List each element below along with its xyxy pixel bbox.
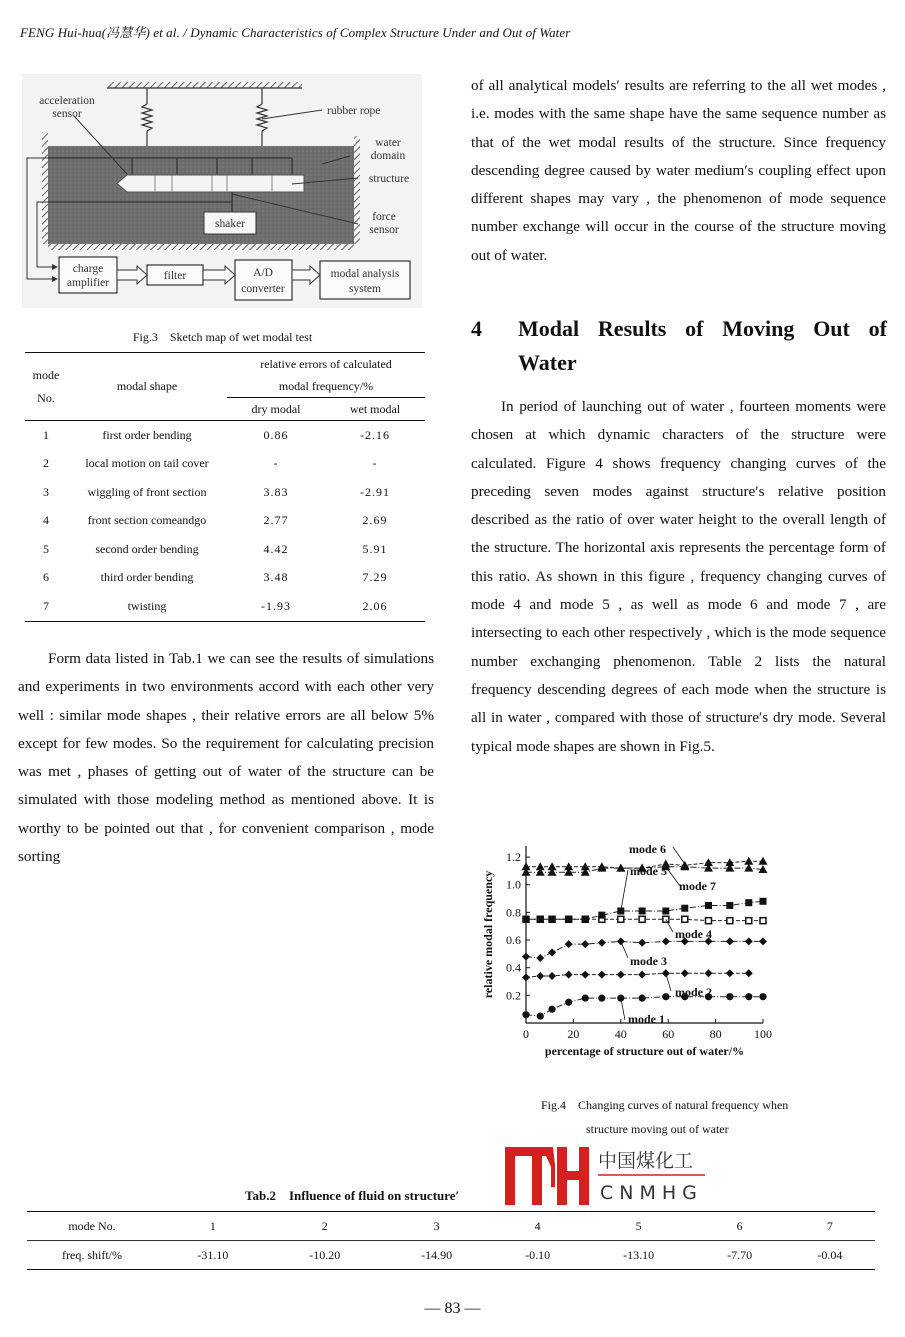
data-point (598, 912, 605, 919)
svg-text:sensor: sensor (369, 224, 399, 236)
series-line-mode-2 (526, 973, 749, 977)
cell-dry: 3.48 (263, 570, 289, 585)
data-point (598, 995, 605, 1002)
data-point (522, 1011, 529, 1018)
data-point (522, 973, 530, 981)
annotation-label: mode 4 (675, 927, 712, 941)
cell-no: 2 (43, 456, 49, 471)
annotation-leader (673, 847, 685, 864)
data-point (760, 898, 767, 905)
table-row (25, 421, 425, 450)
cnmhg-logo (505, 1147, 715, 1207)
modal-analysis-label: modal analysis (330, 268, 400, 280)
logo-latin: CNMHG (600, 1182, 703, 1204)
cell-dry: 4.42 (263, 541, 289, 556)
data-point (726, 902, 733, 909)
annotation-label: mode 1 (628, 1012, 665, 1026)
data-point (638, 971, 646, 979)
cell-wet: -2.91 (360, 484, 390, 499)
label-acceleration: acceleration (39, 95, 95, 107)
svg-text:converter: converter (241, 283, 285, 295)
page-number: — 83 — (424, 1300, 481, 1317)
mode-number-cell: 3 (381, 1212, 493, 1241)
table-2 (27, 1211, 875, 1270)
row-label-freq-shift: freq. shift/% (27, 1241, 157, 1270)
cell-no: 6 (43, 570, 49, 585)
cell-no: 4 (43, 513, 49, 528)
y-tick-label: 1.0 (506, 877, 521, 892)
data-point (565, 999, 572, 1006)
cell-shape: wiggling of front section (87, 484, 207, 499)
x-tick-label: 100 (754, 1027, 772, 1041)
logo-mark-icon (505, 1147, 589, 1205)
y-axis-label: relative modal frequency (481, 870, 495, 999)
cell-shape: second order bending (95, 541, 199, 556)
annotation-label: mode 2 (675, 985, 712, 999)
mode-number-cell: 1 (157, 1212, 269, 1241)
data-point (523, 916, 530, 923)
y-tick-label: 0.4 (506, 960, 521, 975)
ad-converter-label: A/D (253, 267, 273, 279)
table-row (25, 564, 425, 593)
x-tick-label: 40 (614, 1027, 627, 1041)
header-modal-shape: modal shape (67, 353, 227, 421)
data-point (638, 939, 646, 947)
freq-shift-cell: -13.10 (583, 1241, 695, 1270)
cell-dry: -1.93 (227, 592, 325, 621)
filter-label: filter (163, 270, 187, 282)
data-point (681, 969, 689, 977)
figure-3-schematic (22, 74, 422, 308)
ceiling-hatch (107, 82, 302, 88)
data-point (565, 916, 572, 923)
data-point (582, 995, 589, 1002)
cell-no: 7 (25, 592, 67, 621)
y-tick-label: 0.2 (506, 988, 521, 1003)
data-point (662, 907, 669, 914)
cell-wet: - (372, 456, 378, 471)
table-row (25, 450, 425, 479)
x-axis-label: percentage of structure out of water/% (544, 1044, 745, 1058)
cell-shape: twisting (67, 592, 227, 621)
data-point (549, 916, 556, 923)
running-head: FENG Hui-hua(冯慧华) et al. / Dynamic Characteristics of Complex Structure Under and Out of Water (20, 25, 571, 40)
body-text-right-1: of all analytical models′ results are referring to the all wet modes , i.e. modes with the same shape have the same sequence number as that of the wet modal results of the structure. Since frequency descending degree caused by water medium′s coupling effect upon different shapes may vary , the phenomenon of mode sequence number exchange will occur in the course of the structure moving out of water. (471, 77, 886, 264)
data-point (745, 993, 752, 1000)
data-point (639, 916, 645, 922)
cell-no: 1 (43, 427, 49, 442)
mode-number-cell: 4 (493, 1212, 583, 1241)
charge-amplifier-label: charge (72, 263, 104, 275)
annotation-leader (621, 870, 628, 911)
data-point (548, 972, 556, 980)
y-tick-label: 1.2 (506, 850, 521, 865)
freq-shift-cell: -0.04 (785, 1241, 875, 1270)
header-mode-no: mode No. (25, 353, 67, 421)
cell-shape: third order bending (100, 570, 194, 585)
freq-shift-cell: -7.70 (695, 1241, 785, 1270)
label-water-domain: water (375, 137, 401, 149)
data-point (581, 971, 589, 979)
table-row (25, 478, 425, 507)
cell-no: 5 (43, 541, 49, 556)
x-tick-label: 0 (523, 1027, 529, 1041)
freq-shift-cell: -10.20 (269, 1241, 381, 1270)
data-point (746, 918, 752, 924)
data-point (548, 948, 556, 956)
svg-text:sensor: sensor (52, 108, 82, 120)
data-point (598, 939, 606, 947)
data-point (617, 971, 625, 979)
data-point (581, 940, 589, 948)
annotation-label: mode 5 (630, 864, 667, 878)
data-point (565, 971, 573, 979)
annotation-label: mode 3 (630, 954, 667, 968)
data-point (682, 916, 688, 922)
cell-shape: first order bending (102, 427, 192, 442)
data-point (618, 916, 624, 922)
structure-body (117, 175, 304, 192)
data-point (705, 902, 712, 909)
cell-wet: 5.91 (362, 541, 388, 556)
cell-dry: 0.86 (263, 427, 289, 442)
x-tick-label: 20 (567, 1027, 580, 1041)
label-structure: structure (368, 173, 410, 185)
data-point (617, 937, 625, 945)
body-text-left: Form data listed in Tab.1 we can see the results of simulations and experiments in two environments accord with each other very well : similar mode shapes , their relative errors are all below 5% except for few modes. So the requirement for calculating precision was met , phases of getting out of water of the structure can be simulated with those modeling method as mentioned above. It is worthy to be pointed out that , for convenient comparison , mode sorting (18, 650, 434, 866)
svg-text:amplifier: amplifier (66, 277, 110, 289)
data-point (639, 907, 646, 914)
y-tick-label: 0.6 (506, 933, 521, 948)
label-rubber-rope: rubber rope (327, 105, 381, 117)
cell-shape: local motion on tail cover (85, 456, 209, 471)
data-point (617, 907, 624, 914)
data-point (565, 940, 573, 948)
data-point (681, 905, 688, 912)
mode-number-cell: 2 (269, 1212, 381, 1241)
data-point (727, 918, 733, 924)
y-tick-label: 0.8 (506, 905, 521, 920)
data-point (662, 993, 669, 1000)
data-point (536, 972, 544, 980)
cell-dry: 2.77 (263, 513, 289, 528)
data-point (662, 937, 670, 945)
freq-shift-cell: -31.10 (157, 1241, 269, 1270)
data-point (705, 918, 711, 924)
cell-shape: front section comeandgo (87, 513, 207, 528)
figure-3-caption: Fig.3 Sketch map of wet modal test (132, 330, 313, 344)
table-row (25, 507, 425, 536)
label-force-sensor: force (372, 211, 396, 223)
header-relative-errors: relative errors of calculated (227, 353, 425, 376)
shaker-label: shaker (214, 218, 246, 230)
header-dry-modal: dry modal (227, 398, 325, 421)
header-wet-modal: wet modal (325, 398, 425, 421)
cell-no: 3 (43, 484, 49, 499)
annotation-label: mode 7 (679, 879, 716, 893)
svg-text:domain: domain (370, 150, 406, 162)
body-text-right-2: In period of launching out of water , fourteen moments were chosen at which dynamic characters of the structure were calculated. Figure 4 shows frequency changing curves of the preceding seven modes against structure′s relative position described as the ratio of over water height to the overall length of the structure. The horizontal axis represents the percentage form of this ratio. As shown in this figure , frequency changing curves of mode 4 and mode 5 , as well as mode 6 and mode 7 , are intersecting to each other respectively , which is the mode sequence number exchanging phenomenon. Table 2 lists the natural frequency descending degrees of each mode when the structure is all in water , compared with those of structure′s dry mode. Several typical mode shapes are shown in Fig.5. (471, 398, 886, 755)
water-domain (48, 146, 354, 244)
data-point (598, 971, 606, 979)
mode-number-cell: 7 (785, 1212, 875, 1241)
annotation-leader (666, 867, 680, 886)
annotation-leader (621, 941, 628, 958)
data-point (537, 916, 544, 923)
data-point (726, 969, 734, 977)
data-point (745, 937, 753, 945)
cell-wet: 2.69 (362, 513, 388, 528)
cell-dry: - (273, 456, 279, 471)
x-tick-label: 80 (709, 1027, 722, 1041)
annotation-leader (621, 998, 625, 1020)
data-point (536, 954, 544, 962)
figure-4-caption: Fig.4 Changing curves of natural frequency when structure moving out of water (541, 1098, 789, 1136)
cell-dry: 3.83 (263, 484, 289, 499)
data-point (582, 916, 589, 923)
data-point (745, 899, 752, 906)
data-point (639, 995, 646, 1002)
annotation-label: mode 6 (629, 842, 666, 856)
cell-wet: -2.16 (360, 427, 390, 442)
cell-wet: 7.29 (362, 570, 388, 585)
table-2-title: Tab.2 Influence of fluid on structure′ (245, 1188, 460, 1203)
logo-chinese: 中国煤化工 (598, 1150, 694, 1172)
section-number: 4 (471, 316, 482, 341)
svg-text:system: system (349, 283, 381, 295)
figure-4-chart (478, 838, 778, 1078)
data-point (726, 993, 733, 1000)
table-row (25, 535, 425, 564)
annotation-leader (666, 973, 671, 991)
mode-number-cell: 6 (695, 1212, 785, 1241)
data-point (744, 857, 753, 865)
data-point (760, 918, 766, 924)
data-point (726, 937, 734, 945)
data-point (759, 937, 767, 945)
data-point (537, 1012, 544, 1019)
x-tick-label: 60 (662, 1027, 675, 1041)
freq-shift-cell: -0.10 (493, 1241, 583, 1270)
section-title: Modal Results of Moving Out of Water (518, 316, 887, 375)
mode-number-cell: 5 (583, 1212, 695, 1241)
data-point (522, 953, 530, 961)
data-point (548, 1006, 555, 1013)
cell-wet: 2.06 (325, 592, 425, 621)
data-point (704, 969, 712, 977)
data-point (759, 993, 766, 1000)
table-row (25, 592, 425, 621)
table-1: mode No. modal shape relative errors of calculated modal frequency/% dry modal wet modal 1 first order bending 0.86 -2.16 2 local motion on tail cover - - 3 wiggling of front section 3.83 -2.91 4 front section comeandgo 2.77 2.69 5 second order bending 4.42 5.91 6 third order bending 3.48 7.29 7 twisting -1.93 2.06 (25, 352, 425, 622)
row-label-mode-no: mode No. (27, 1212, 157, 1241)
data-point (745, 969, 753, 977)
freq-shift-cell: -14.90 (381, 1241, 493, 1270)
